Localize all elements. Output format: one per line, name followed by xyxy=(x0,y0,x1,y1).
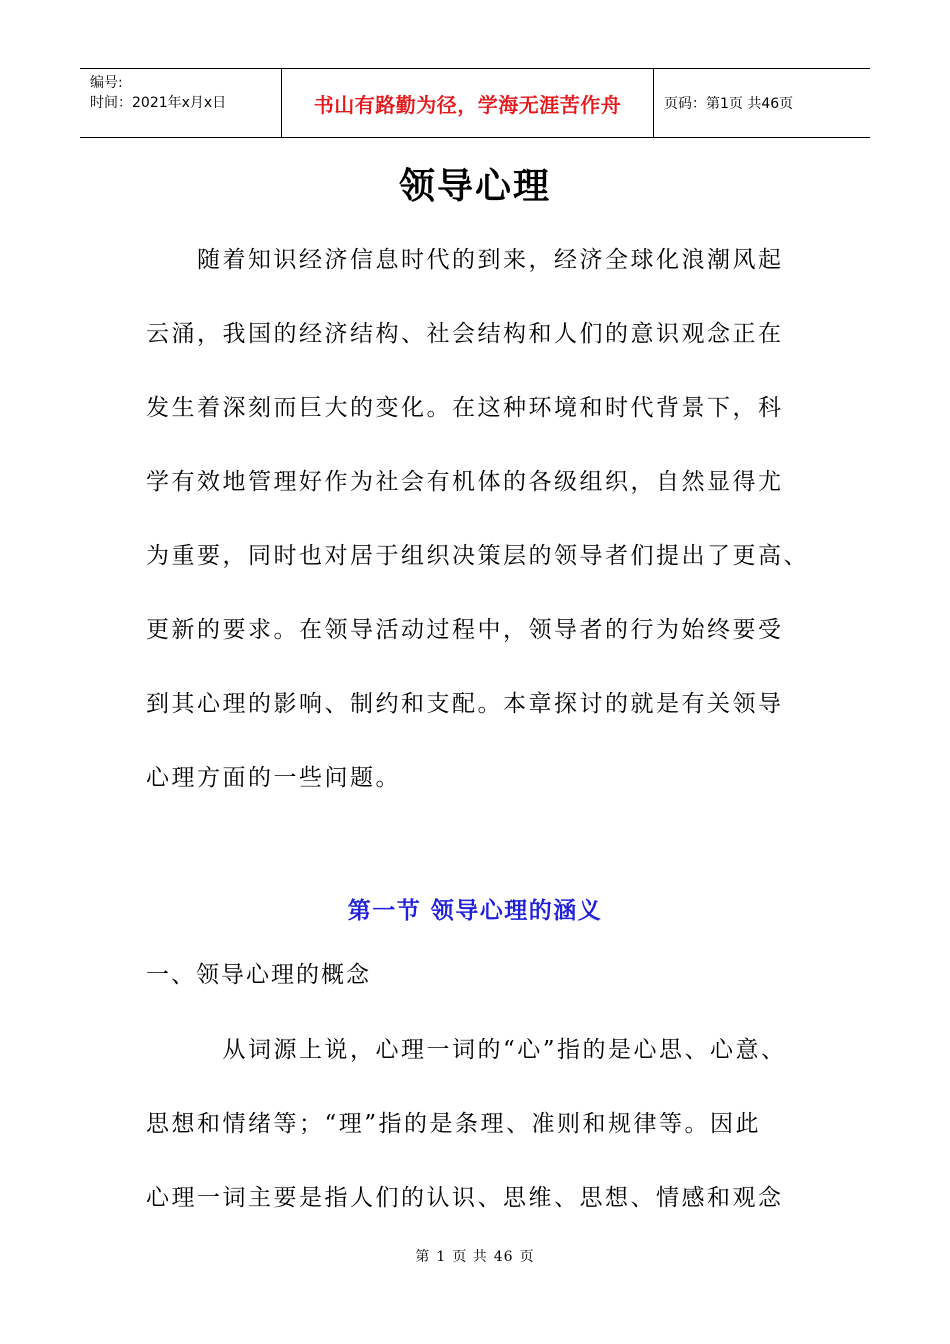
text-line: 学有效地管理好作为社会有机体的各级组织，自然显得尤 xyxy=(146,469,784,495)
footer-current-page: 1 xyxy=(436,1249,447,1265)
text-line: 心理方面的一些问题。 xyxy=(146,765,401,791)
intro-paragraph xyxy=(146,240,826,832)
page-footer xyxy=(0,1246,950,1266)
header-page-info: 页码：第1页 共46页 xyxy=(664,96,794,112)
text-line: 从词源上说，心理一词的“心”指的是心思、心意、 xyxy=(146,1037,787,1063)
header-meta xyxy=(80,69,282,137)
text-line: 思想和情绪等；“理”指的是条理、准则和规律等。因此 xyxy=(146,1111,762,1137)
text-line: 随着知识经济信息时代的到来，经济全球化浪潮风起 xyxy=(146,247,784,273)
footer-suffix: 页 xyxy=(519,1249,535,1265)
document-title: 领导心理 xyxy=(398,165,551,207)
footer-middle: 页 共 xyxy=(452,1249,488,1265)
document-date: 时间：2021年x月x日 xyxy=(90,95,227,111)
document-header xyxy=(80,68,870,138)
document-number-label: 编号: xyxy=(90,75,123,91)
sub-heading: 一、领导心理的概念 xyxy=(146,962,371,988)
concept-paragraph xyxy=(146,1030,826,1252)
footer-total-pages: 46 xyxy=(493,1249,514,1265)
text-line: 云涌，我国的经济结构、社会结构和人们的意识观念正在 xyxy=(146,321,784,347)
text-line: 更新的要求。在领导活动过程中，领导者的行为始终要受 xyxy=(146,617,784,643)
text-line: 到其心理的影响、制约和支配。本章探讨的就是有关领导 xyxy=(146,691,784,717)
text-line: 心理一词主要是指人们的认识、思维、思想、情感和观念 xyxy=(146,1185,784,1211)
text-line: 为重要，同时也对居于组织决策层的领导者们提出了更高、 xyxy=(146,543,809,569)
footer-prefix: 第 xyxy=(415,1249,431,1265)
text-line: 发生着深刻而巨大的变化。在这种环境和时代背景下，科 xyxy=(146,395,784,421)
section-heading: 第一节 领导心理的涵义 xyxy=(347,897,603,924)
header-motto: 书山有路勤为径，学海无涯苦作舟 xyxy=(282,69,654,137)
